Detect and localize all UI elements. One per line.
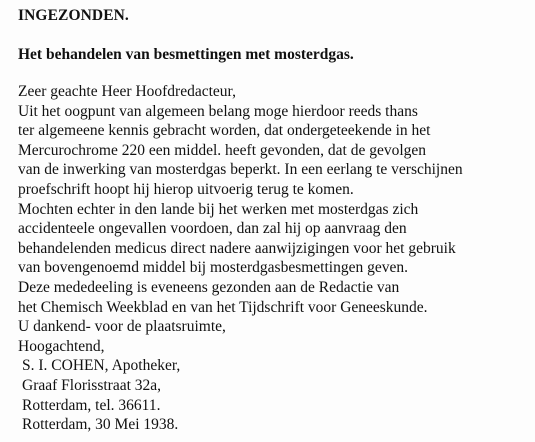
- body-line: proefschrift hoopt hij hierop uitvoerig terug te komen.: [18, 180, 354, 198]
- letter-content: [18, 6, 463, 435]
- body-line: ter algemeene kennis gebracht worden, dat ondergeteekende in het: [18, 122, 431, 140]
- section-heading: INGEZONDEN.: [18, 7, 129, 24]
- body-line: van de inwerking van mosterdgas beperkt. In een eerlang te verschijnen: [18, 161, 463, 179]
- salutation-line: Hoogachtend,: [18, 337, 105, 355]
- body-line: Zeer geachte Heer Hoofdredacteur,: [18, 83, 236, 100]
- article-title: Het behandelen van besmettingen met mosterdgas.: [18, 46, 354, 63]
- body-line: accidenteele ongevallen voordoen, dan zal hij op aanvraag den: [18, 220, 407, 238]
- closing-line: U dankend- voor de plaatsruimte,: [18, 318, 226, 336]
- letter-body: [18, 82, 463, 435]
- signature-name: S. I. COHEN, Apotheker,: [22, 357, 181, 375]
- signature-date: Rotterdam, 30 Mei 1938.: [22, 416, 179, 434]
- body-line: Mochten echter in den lande bij het werken met mosterdgas zich: [18, 200, 419, 218]
- signature-city-phone: Rotterdam, tel. 36611.: [22, 396, 161, 414]
- body-line: behandelenden medicus direct nadere aanwijzigingen voor het gebruik: [18, 239, 456, 257]
- signature-address: Graaf Florisstraat 32a,: [22, 376, 162, 394]
- body-line: het Chemisch Weekblad en van het Tijdschrift voor Geneeskunde.: [18, 298, 428, 316]
- body-line: Mercurochrome 220 een middel. heeft gevonden, dat de gevolgen: [18, 141, 427, 159]
- body-line: Uit het oogpunt van algemeen belang moge hierdoor reeds thans: [18, 102, 418, 120]
- body-line: van bovengenoemd middel bij mosterdgasbesmettingen geven.: [18, 259, 408, 277]
- body-line: Deze mededeeling is eveneens gezonden aan de Redactie van: [18, 278, 400, 296]
- signature-block: [18, 356, 463, 434]
